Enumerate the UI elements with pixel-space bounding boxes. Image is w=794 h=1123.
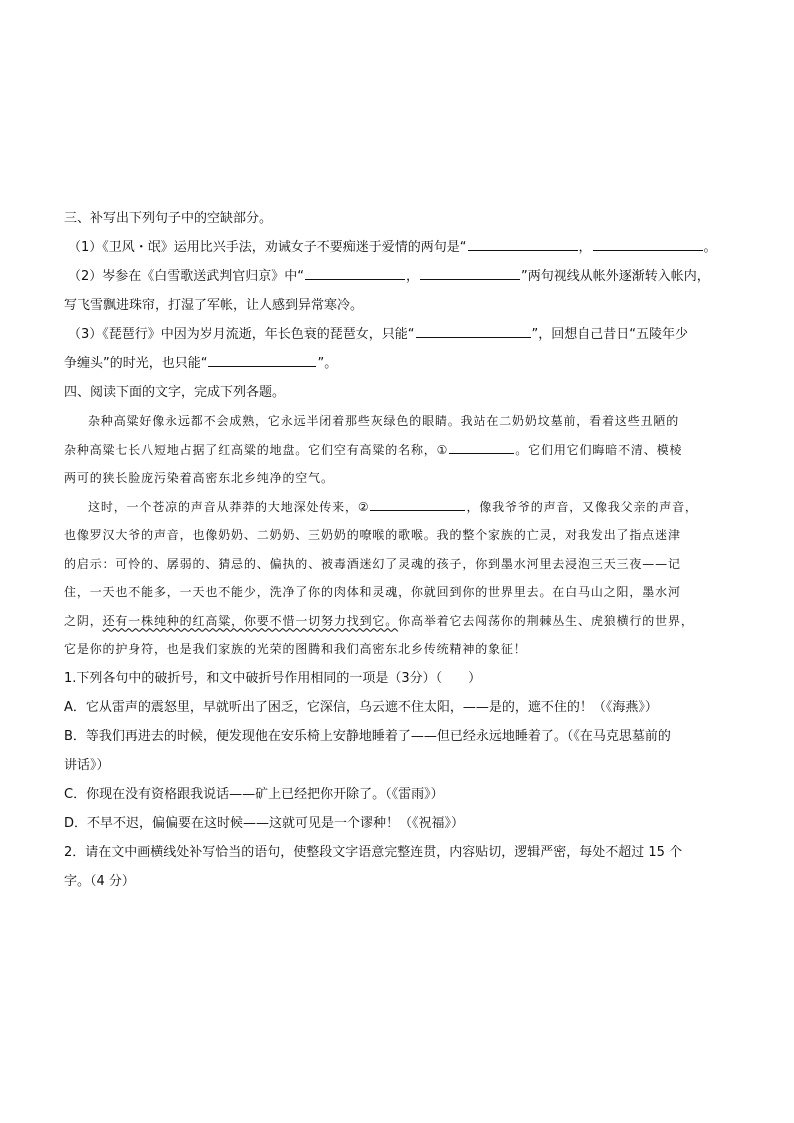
answer-blank-2[interactable] [593,237,703,251]
question-3-2-line2: 写飞雪飘进珠帘，打湿了军帐，让人感到异常寒冷。 [64,298,364,313]
passage-p2-line5: 之阴，还有一株纯种的红高粱，你要不惜一切努力找到它。你高举着它去闯荡你的荆棘丛生、虎狼横行的世界， [64,613,694,628]
section-4-heading: 四、阅读下面的文字，完成下列各题。 [64,385,286,400]
passage-blank-2[interactable] [370,497,465,511]
wavy-underlined-sentence: 还有一株纯种的红高粱，你要不惜一切努力找到它。 [102,613,399,628]
answer-blank-6[interactable] [208,353,316,367]
question-2-stem: 2．请在文中画横线处补写恰当的语句，使整段文字语意完整连贯，内容贴切，逻辑严密，每处不超过 15 个 [64,844,683,860]
question-1-option-b: B．等我们再进去的时候，便发现他在安乐椅上安静地睡着了——但已经永远地睡着了。（《在马克思墓前的 [64,728,671,744]
passage-p2-line1: 这时，一个苍凉的声音从莽莽的大地深处传来，② ，像我爷爷的声音，又像我父亲的声音， [64,493,732,522]
section-3-heading: 三、补写出下列句子中的空缺部分。 [64,211,273,226]
question-1-option-c: C．你现在没有资格跟我说话——矿上已经把你开除了。（《雷雨》） [64,786,444,802]
passage-blank-1[interactable] [449,440,514,454]
question-1-option-a: A．它从雷声的震怒里，早就听出了困乏，它深信，乌云遮不住太阳，——是的，遮不住的！（《海燕》） [64,699,658,715]
answer-blank-1[interactable] [468,237,578,251]
document-content [64,204,732,896]
question-3-3-line2: 争缠头”的时光，也只能“ ”。 [64,349,732,378]
question-1-option-d: D．不早不迟，偏偏要在这时候——这就可见是一个谬种！（《祝福》） [64,815,465,831]
question-3-2: （2）岑参在《白雪歌送武判官归京》中“ ， ”两句视线从帐外逐渐转入帐内， [64,262,732,291]
passage-p2-line6: 它是你的护身符，也是我们家族的光荣的图腾和我们高密东北乡传统精神的象征！ [64,642,527,656]
passage-p2-line4: 住，一天也不能多，一天也不能少，洗净了你的肉体和灵魂，你就回到你的世界里去。在白马山之阳，墨水河 [64,585,681,599]
question-1-stem: 1.下列各句中的破折号，和文中破折号作用相同的一项是（3分）（ ） [64,670,482,686]
answer-blank-4[interactable] [420,266,520,280]
question-1-option-b-line2: 讲话》） [64,757,110,773]
passage-p1-line1: 杂种高粱好像永远都不会成熟，它永远半闭着那些灰绿色的眼睛。我站在二奶奶坟墓前，看着这些丑陋的 [88,414,680,428]
answer-blank-3[interactable] [305,266,405,280]
passage-p2-line3: 的启示：可怜的、孱弱的、猜忌的、偏执的、被毒酒迷幻了灵魂的孩子，你到墨水河里去浸泡三天三夜——记 [64,556,681,571]
passage-p2-line2: 也像罗汉大爷的声音，也像奶奶、二奶奶、三奶奶的嘹喉的歌喉。我的整个家族的亡灵，对我发出了指点迷津 [64,528,681,542]
question-3-3: （3）《琵琶行》中因为岁月流逝，年长色衰的琵琶女，只能“ ”，回想自己昔日“五陵年少 [64,320,732,349]
answer-blank-5[interactable] [416,324,531,338]
passage-p1-line2: 杂种高粱七长八短地占据了红高粱的地盘。它们空有高粱的名称，① 。它们用它们晦暗不清、模棱 [64,436,732,465]
question-3-1: （1）《卫风・氓》运用比兴手法，劝诫女子不要痴迷于爱情的两句是“ ， 。 [64,233,732,262]
passage-p1-line3: 两可的狭长脸庞污染着高密东北乡纯净的空气。 [64,471,334,485]
question-2-stem-line2: 字。（4 分） [64,873,135,889]
